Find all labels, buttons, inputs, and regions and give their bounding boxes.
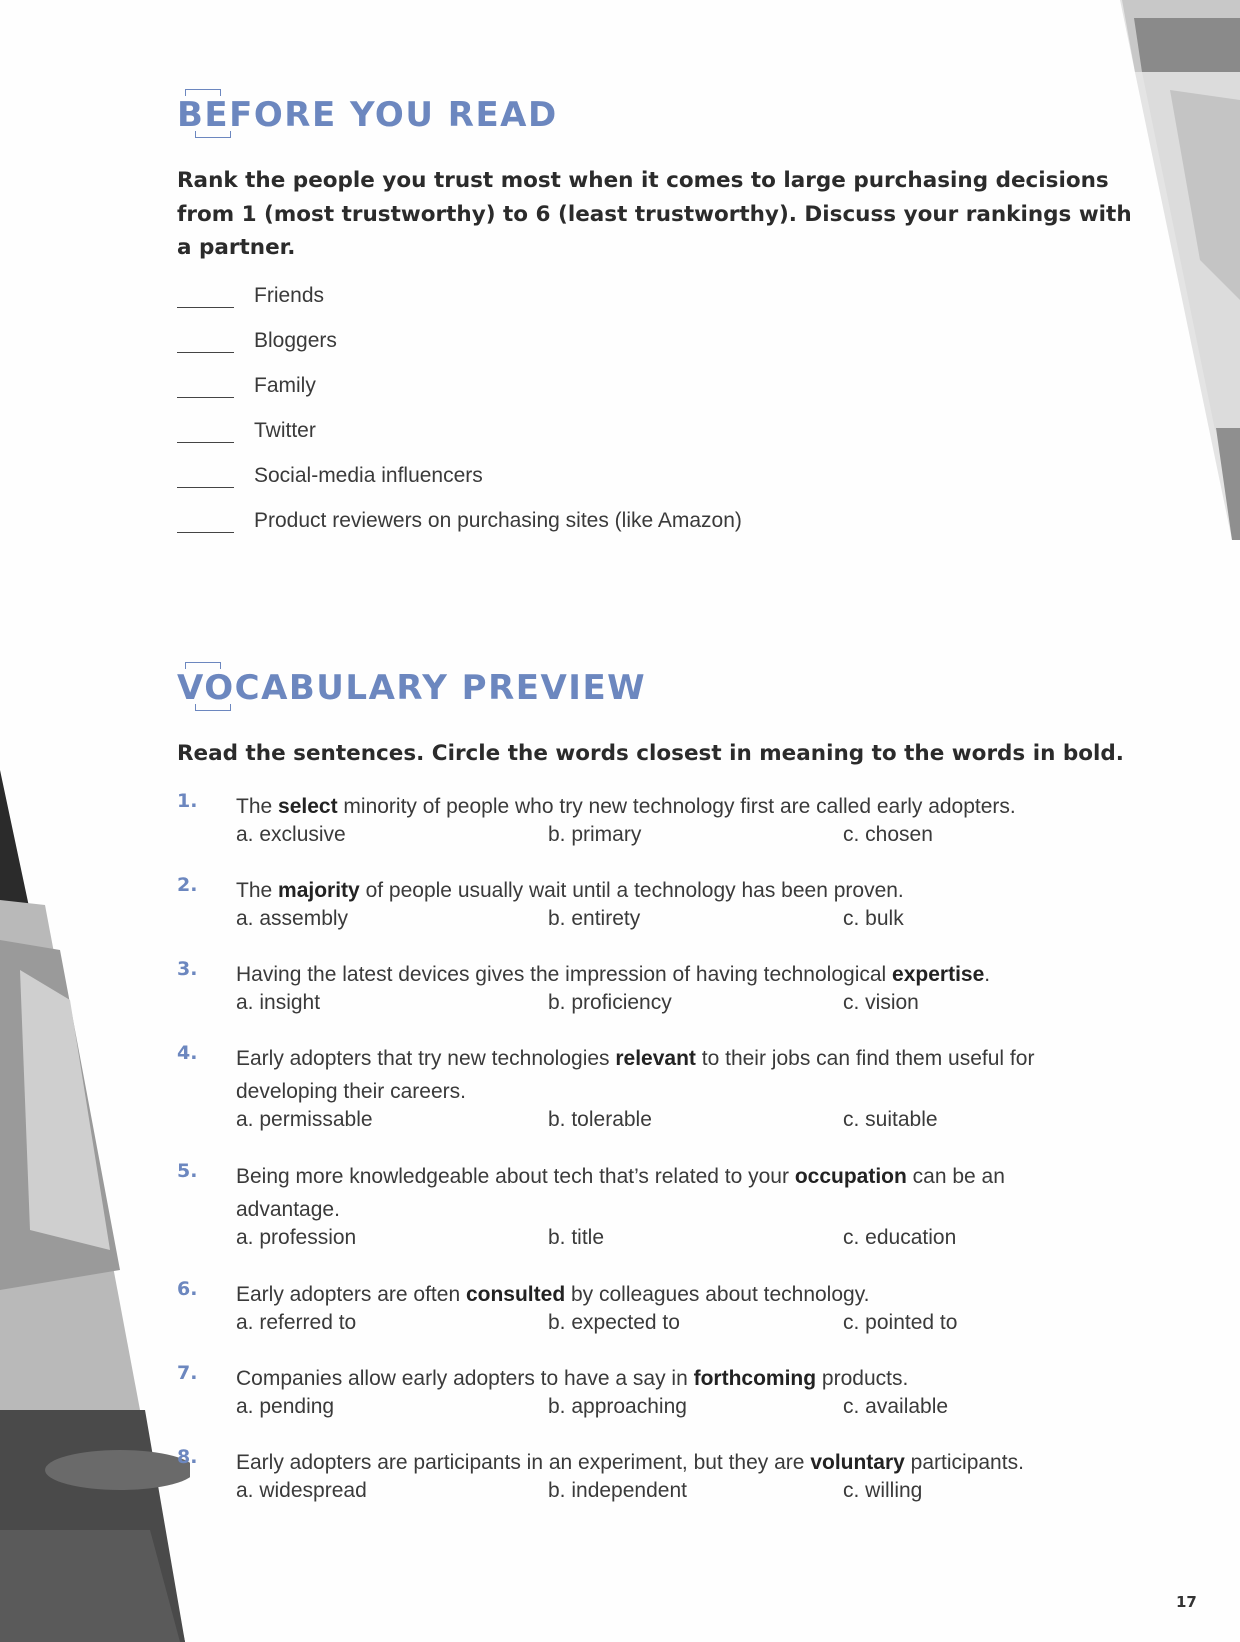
answer-options (236, 1226, 1096, 1256)
option-c[interactable]: c. chosen (843, 823, 933, 846)
sentence-pre: Early adopters are participants in an experiment, but they are (236, 1451, 811, 1474)
heading-bracket-bottom (195, 704, 231, 711)
question-sentence (236, 874, 1096, 907)
question-sentence (236, 1362, 1096, 1395)
sentence-post: products. (816, 1367, 909, 1390)
question-number: 7. (177, 1362, 198, 1384)
bold-word: consulted (465, 1283, 566, 1306)
sentence-post: minority of people who try new technology first are called early adopters. (337, 795, 1016, 818)
option-b[interactable]: b. title (548, 1226, 605, 1249)
option-a[interactable]: a. insight (236, 991, 321, 1014)
instruction-text: Rank the people you trust most when it comes to large purchasing decisions from 1 (most trustworthy) to 6 (least trustworthy). Discuss your rankings with a partner. (177, 168, 1132, 260)
question-number: 4. (177, 1042, 198, 1064)
rank-blank[interactable] (177, 397, 234, 398)
rank-item (177, 374, 316, 404)
rank-blank[interactable] (177, 487, 234, 488)
rank-item (177, 329, 337, 359)
sentence-post: of people usually wait until a technology has been proven. (359, 879, 904, 902)
section-heading: BEFORE YOU READ (177, 95, 558, 135)
option-c[interactable]: c. vision (843, 991, 919, 1014)
rank-item (177, 284, 325, 314)
rank-item (177, 419, 316, 449)
answer-options (236, 907, 1096, 937)
option-b[interactable]: b. proficiency (548, 991, 672, 1014)
answer-options (236, 823, 1096, 853)
question-sentence (236, 958, 1096, 991)
rank-label: Bloggers (254, 329, 337, 352)
sentence-post: can be an advantage. (236, 1165, 1005, 1221)
option-c[interactable]: c. education (843, 1226, 957, 1249)
sentence-pre: Having the latest devices gives the impression of having technological (236, 963, 893, 986)
answer-options (236, 1479, 1096, 1509)
question-sentence (236, 1042, 1096, 1108)
question-number: 8. (177, 1446, 198, 1468)
sentence-pre: Companies allow early adopters to have a say in (236, 1367, 694, 1390)
question-number: 2. (177, 874, 198, 896)
option-b[interactable]: b. expected to (548, 1311, 680, 1334)
option-c[interactable]: c. pointed to (843, 1311, 958, 1334)
option-b[interactable]: b. entirety (548, 907, 641, 930)
option-b[interactable]: b. approaching (548, 1395, 687, 1418)
sentence-post: . (984, 963, 991, 986)
sentence-post: to their jobs can find them useful for developing their careers. (236, 1047, 1035, 1103)
rank-label: Social-media influencers (254, 464, 483, 487)
option-c[interactable]: c. willing (843, 1479, 923, 1502)
option-a[interactable]: a. assembly (236, 907, 349, 930)
rank-label: Family (254, 374, 316, 397)
rank-blank[interactable] (177, 307, 234, 308)
instruction-text: Read the sentences. Circle the words closest in meaning to the words in bold. (177, 741, 1124, 766)
question-sentence (236, 1160, 1096, 1226)
option-c[interactable]: c. bulk (843, 907, 904, 930)
bold-word: voluntary (810, 1451, 905, 1474)
page-number: 17 (1176, 1593, 1197, 1611)
bold-word: forthcoming (693, 1367, 817, 1390)
sentence-pre: Early adopters are often (236, 1283, 466, 1306)
decorative-photo-bottom-left (0, 770, 190, 1642)
answer-options (236, 1311, 1096, 1341)
option-a[interactable]: a. pending (236, 1395, 335, 1418)
question-number: 3. (177, 958, 198, 980)
section-heading: VOCABULARY PREVIEW (177, 668, 647, 708)
answer-options (236, 991, 1096, 1021)
option-b[interactable]: b. tolerable (548, 1108, 652, 1131)
option-a[interactable]: a. referred to (236, 1311, 357, 1334)
option-a[interactable]: a. permissable (236, 1108, 373, 1131)
answer-options (236, 1395, 1096, 1425)
question-number: 5. (177, 1160, 198, 1182)
bold-word: majority (278, 879, 360, 902)
option-b[interactable]: b. primary (548, 823, 642, 846)
rank-label: Twitter (254, 419, 316, 442)
rank-blank[interactable] (177, 352, 234, 353)
bold-word: relevant (615, 1047, 696, 1070)
sentence-pre: The (236, 879, 279, 902)
heading-bracket-bottom (195, 131, 231, 138)
rank-blank[interactable] (177, 442, 234, 443)
sentence-pre: Being more knowledgeable about tech that’s related to your (236, 1165, 795, 1188)
rank-label: Friends (254, 284, 325, 307)
option-b[interactable]: b. independent (548, 1479, 687, 1502)
question-sentence (236, 1446, 1096, 1479)
sentence-post: participants. (904, 1451, 1024, 1474)
option-c[interactable]: c. suitable (843, 1108, 938, 1131)
rank-label: Product reviewers on purchasing sites (like Amazon) (254, 509, 742, 532)
question-number: 1. (177, 790, 198, 812)
question-number: 6. (177, 1278, 198, 1300)
rank-item (177, 509, 742, 539)
option-a[interactable]: a. widespread (236, 1479, 367, 1502)
option-a[interactable]: a. profession (236, 1226, 357, 1249)
sentence-post: by colleagues about technology. (565, 1283, 870, 1306)
bold-word: expertise (892, 963, 985, 986)
rank-blank[interactable] (177, 532, 234, 533)
decorative-photo-top-right (1120, 0, 1240, 540)
bold-word: occupation (794, 1165, 907, 1188)
bold-word: select (278, 795, 338, 818)
sentence-pre: Early adopters that try new technologies (236, 1047, 616, 1070)
answer-options (236, 1108, 1096, 1138)
question-sentence (236, 790, 1096, 823)
question-sentence (236, 1278, 1096, 1311)
option-a[interactable]: a. exclusive (236, 823, 346, 846)
sentence-pre: The (236, 795, 279, 818)
rank-item (177, 464, 483, 494)
option-c[interactable]: c. available (843, 1395, 949, 1418)
